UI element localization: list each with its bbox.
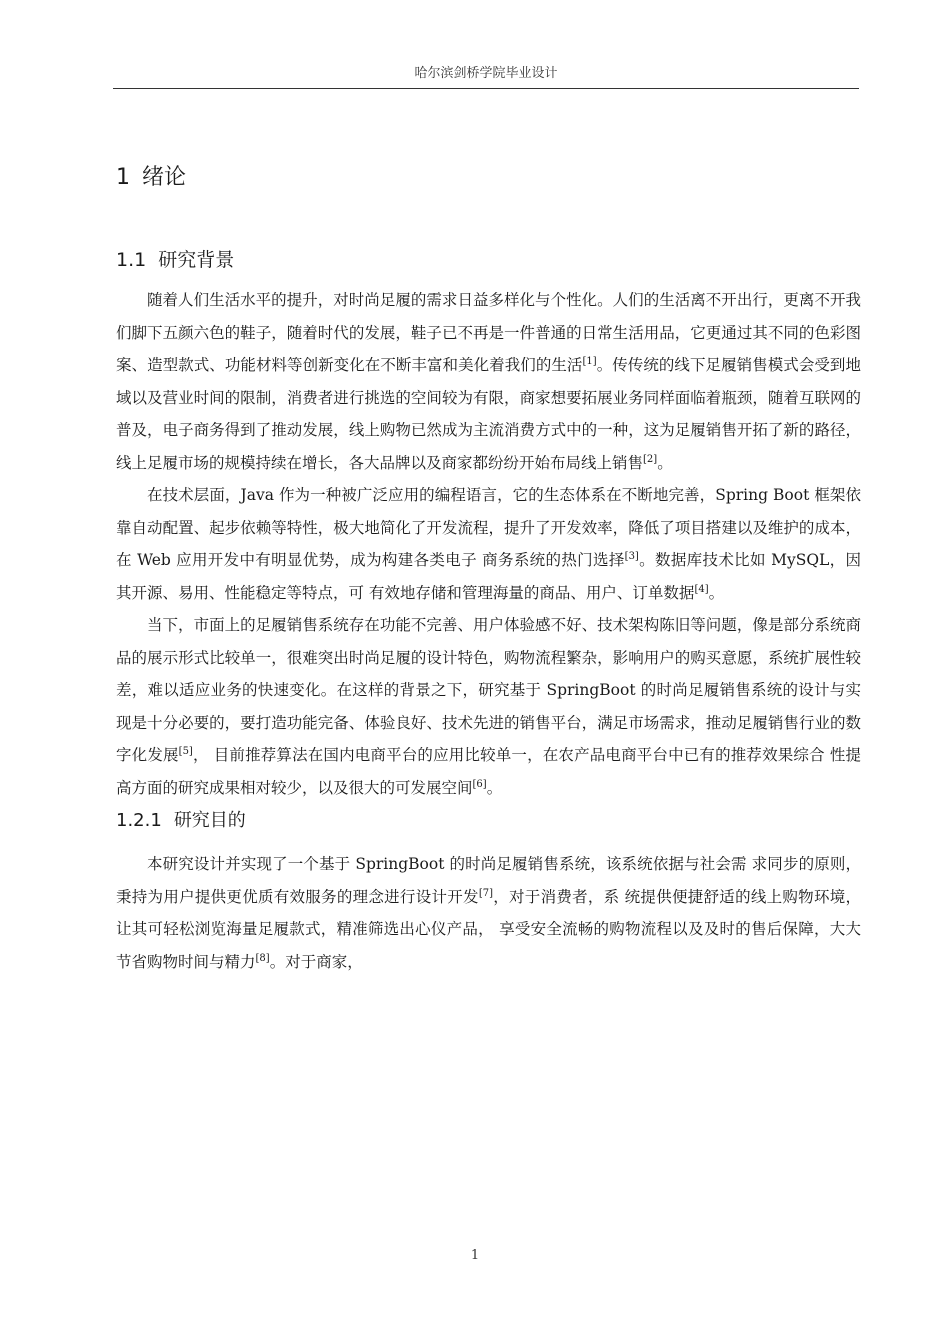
paragraph-3	[116, 609, 861, 804]
subsection-title: 研究目的	[173, 810, 246, 831]
citation: [6]	[472, 778, 487, 790]
paragraph-text: ，对于消费者，系 统提供便捷舒适的线上购物环境，让其可轻松浏览海量足履款式，精准筛选出心仪产品， 享受安全流畅的购物流程以及及时的售后保障，大大节省购物时间与精力	[116, 887, 861, 971]
citation: [5]	[178, 746, 193, 757]
paragraph-2	[116, 479, 861, 609]
citation: [4]	[694, 583, 709, 595]
citation: [8]	[255, 952, 270, 964]
citation: [2]	[643, 453, 658, 465]
citation: [7]	[478, 887, 493, 899]
paragraph-text: 。	[657, 453, 673, 472]
paragraph-text: 。	[486, 778, 503, 797]
chapter-number: 1	[116, 165, 130, 190]
section-title: 研究背景	[158, 249, 235, 271]
citation: [1]	[582, 356, 597, 367]
section-heading	[116, 242, 861, 278]
citation: [3]	[624, 551, 639, 562]
paragraph-text: 。对于商家，	[269, 952, 363, 971]
header-title: 哈尔滨剑桥学院毕业设计	[414, 66, 558, 81]
paragraph-4	[116, 848, 861, 978]
subsection-number: 1.2.1	[116, 810, 162, 831]
subsection-heading	[116, 806, 861, 836]
paragraph-text: 在技术层面，Java 作为一种被广泛应用的编程语言，它的生态体系在不断地完善，Spring Boot 框架依靠自动配置、起步依赖等特性，极大地简化了开发流程，提升了开发效率，降低了项目搭建以及维护的成本，在 Web 应用开发中有明显优势，成为构建各类电子 商务系统的热门选择	[116, 486, 861, 569]
paragraph-text: 。	[708, 583, 725, 602]
document-body	[116, 160, 861, 978]
paragraph-text: 。数据库技术比如 MySQL，因其开源、易用、性能稳定等特点，可 有效地存储和管理海量的商品、用户、订单数据	[116, 551, 861, 602]
page-number: 1	[470, 1248, 480, 1263]
paragraph-text: 本研究设计并实现了一个基于 SpringBoot 的时尚足履销售系统，该系统依据与社会需 求同步的原则，秉持为用户提供更优质有效服务的理念进行设计开发	[116, 855, 861, 906]
paragraph-1	[116, 284, 861, 479]
paragraph-text: 当下，市面上的足履销售系统存在功能不完善、用户体验感不好、技术架构陈旧等问题，像是部分系统商品的展示形式比较单一，很难突出时尚足履的设计特色，购物流程繁杂，影响用户的购买意愿，系统扩展性较差，难以适应业务的快速变化。在这样的背景之下，研究基于 SpringBoot 的时尚足履销售系统的设计与实现是十分必要的，要打造功能完备、体验良好、技术先进的销售平台，满足市场需求，推动足履销售行业的数字化发展	[116, 616, 861, 764]
chapter-heading	[116, 160, 861, 196]
page-header	[113, 62, 859, 89]
paragraph-text: 。传传统的线下足履销售模式会受到地域以及营业时间的限制，消费者进行挑选的空间较为有限，商家想要拓展业务同样面临着瓶颈，随着互联网的普及，电子商务得到了推动发展，线上购物已然成为主流消费方式中的一种，这为足履销售开拓了新的路径，线上足履市场的规模持续在增长，各大品牌以及商家都纷纷开始布局线上销售	[116, 356, 861, 472]
chapter-title: 绪论	[142, 165, 187, 190]
paragraph-text: ， 目前推荐算法在国内电商平台的应用比较单一，在农产品电商平台中已有的推荐效果综合 性提高方面的研究成果相对较少，以及很大的可发展空间	[116, 746, 861, 797]
section-number: 1.1	[116, 249, 147, 271]
paragraph-text: 随着人们生活水平的提升，对时尚足履的需求日益多样化与个性化。人们的生活离不开出行，更离不开我们脚下五颜六色的鞋子，随着时代的发展，鞋子已不再是一件普通的日常生活用品，它更通过其不同的色彩图案、造型款式、功能材料等创新变化在不断丰富和美化着我们的生活	[116, 291, 861, 374]
